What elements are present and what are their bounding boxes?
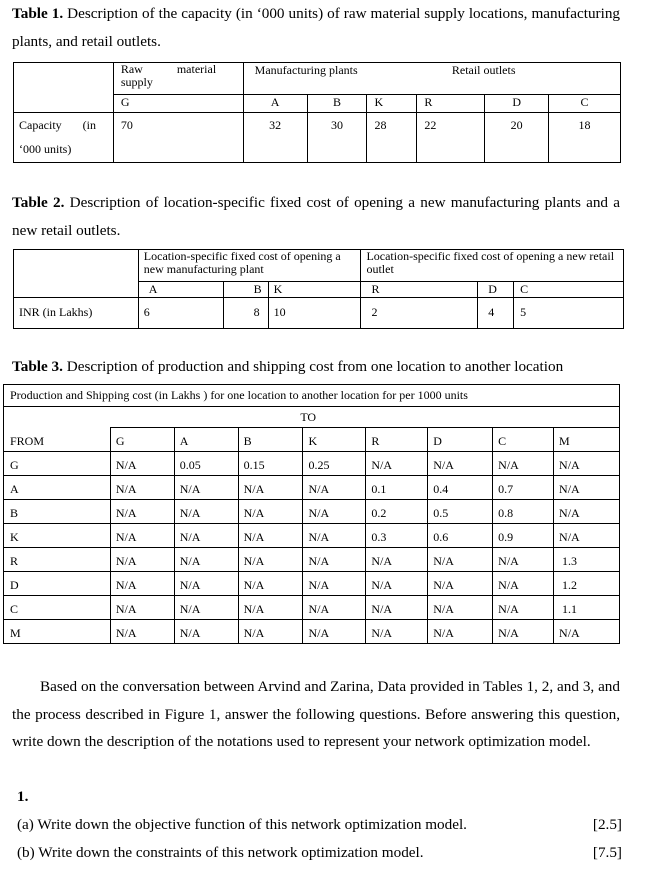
- cost-cell: N/A: [554, 452, 620, 476]
- cost-cell: 0.15: [238, 452, 303, 476]
- retail-header: [417, 63, 621, 95]
- cost-cell: N/A: [428, 596, 493, 620]
- instructions-text: Based on the conversation between Arvind and Zarina, Data provided in Tables 1, 2, and 3, and the process described in Figure 1, answer the following questions. Before answering this question, write down the description of the notations used to represent your network optimization model.: [12, 678, 620, 750]
- cost-cell: N/A: [174, 596, 238, 620]
- cost-cell: N/A: [554, 500, 620, 524]
- capacity-label-c: ‘000 units): [19, 142, 72, 156]
- cost-cell: N/A: [238, 620, 303, 644]
- cost-cell: N/A: [174, 524, 238, 548]
- cost-cell: N/A: [110, 476, 174, 500]
- fixed-cost-a: 6: [138, 298, 223, 329]
- capacity-g: 70: [113, 113, 243, 163]
- cost-cell: N/A: [428, 548, 493, 572]
- row-label: D: [4, 572, 111, 596]
- table2-corner-cell: [14, 250, 139, 298]
- mfg-fixed-cost-header: [138, 250, 361, 282]
- instructions-paragraph: [12, 673, 620, 756]
- col-g: G: [110, 428, 174, 452]
- table-row: [4, 572, 620, 596]
- question-b: [17, 844, 622, 862]
- fixed-cost-d: 4: [478, 298, 514, 329]
- cost-cell: N/A: [303, 572, 366, 596]
- cost-cell: N/A: [303, 524, 366, 548]
- row-label: C: [4, 596, 111, 620]
- table2-retail-label: Location-specific fixed cost of opening a new retail outlet: [366, 249, 615, 276]
- capacity-r: 22: [417, 113, 485, 163]
- table2-caption-label: Table 2.: [12, 194, 65, 211]
- cost-cell: N/A: [110, 620, 174, 644]
- cost-cell: N/A: [303, 620, 366, 644]
- question-a: [17, 816, 622, 834]
- row-label: A: [4, 476, 111, 500]
- table-row: [4, 548, 620, 572]
- capacity-d: 20: [485, 113, 549, 163]
- cost-cell: N/A: [238, 476, 303, 500]
- cost-cell: N/A: [110, 500, 174, 524]
- t2-code-b: B: [223, 282, 268, 298]
- cost-cell: 0.5: [428, 500, 493, 524]
- cost-cell: 0.2: [366, 500, 428, 524]
- t2-code-d: D: [478, 282, 514, 298]
- row-label: R: [4, 548, 111, 572]
- table1-caption-label: Table 1.: [12, 5, 64, 22]
- cost-cell: N/A: [493, 548, 554, 572]
- col-k: K: [303, 428, 366, 452]
- fixed-cost-k: 10: [268, 298, 361, 329]
- table3-caption: [12, 353, 632, 381]
- cost-cell: 0.8: [493, 500, 554, 524]
- table3-header-spacer: [4, 407, 111, 428]
- cost-cell: N/A: [238, 524, 303, 548]
- question-a-text: (a) Write down the objective function of this network optimization model.: [17, 816, 467, 833]
- col-c: C: [493, 428, 554, 452]
- table-row: [4, 596, 620, 620]
- col-r: R: [366, 428, 428, 452]
- cost-cell: N/A: [554, 476, 620, 500]
- cost-cell: N/A: [110, 548, 174, 572]
- capacity-row-label: [14, 113, 114, 163]
- raw-label-b: material: [176, 62, 217, 76]
- cost-cell: N/A: [493, 596, 554, 620]
- cost-cell: N/A: [428, 452, 493, 476]
- cost-cell: N/A: [303, 476, 366, 500]
- cost-cell: N/A: [238, 596, 303, 620]
- to-label: TO: [110, 407, 619, 428]
- t2-code-r: R: [361, 282, 478, 298]
- code-r: R: [417, 95, 485, 113]
- code-c: C: [549, 95, 621, 113]
- cost-cell: N/A: [554, 620, 620, 644]
- capacity-a: 32: [243, 113, 307, 163]
- cost-cell: N/A: [174, 500, 238, 524]
- shipping-cost-rows: [4, 452, 620, 644]
- cost-cell: N/A: [366, 452, 428, 476]
- row-label: B: [4, 500, 111, 524]
- cost-cell: N/A: [554, 524, 620, 548]
- cost-cell: N/A: [428, 572, 493, 596]
- t2-code-k: K: [268, 282, 361, 298]
- cost-cell: N/A: [493, 620, 554, 644]
- cost-cell: N/A: [238, 572, 303, 596]
- table3-caption-text: Table 3. Description of production and shipping cost from one location to another location: [12, 358, 564, 375]
- question-b-marks: [7.5]: [592, 844, 622, 861]
- cost-cell: N/A: [428, 620, 493, 644]
- cost-cell: N/A: [174, 620, 238, 644]
- cost-cell: 0.7: [493, 476, 554, 500]
- from-label: FROM: [4, 428, 111, 452]
- cost-cell: N/A: [110, 572, 174, 596]
- table3-header: Production and Shipping cost (in Lakhs ) for one location to another location for per 1000 units: [4, 385, 620, 407]
- cost-cell: N/A: [238, 548, 303, 572]
- capacity-b: 30: [307, 113, 367, 163]
- question-b-text: (b) Write down the constraints of this network optimization model.: [17, 844, 424, 861]
- code-g: G: [113, 95, 243, 113]
- t2-code-c: C: [514, 282, 624, 298]
- capacity-table: [13, 62, 621, 163]
- cost-cell: N/A: [493, 452, 554, 476]
- row-label: G: [4, 452, 111, 476]
- fixed-cost-b: 8: [223, 298, 268, 329]
- table2-caption-text: Description of location-specific fixed cost of opening a new manufacturing plants and a new retail outlets.: [12, 194, 621, 239]
- inr-row-label: INR (in Lakhs): [14, 298, 139, 329]
- t2-code-a: A: [138, 282, 223, 298]
- cost-cell: N/A: [174, 476, 238, 500]
- cost-cell: 0.4: [428, 476, 493, 500]
- capacity-label-a: Capacity: [19, 118, 62, 132]
- table-row: [4, 524, 620, 548]
- cost-cell: N/A: [493, 572, 554, 596]
- cost-cell: 0.25: [303, 452, 366, 476]
- cost-cell: N/A: [110, 524, 174, 548]
- table-row: [4, 620, 620, 644]
- code-d: D: [485, 95, 549, 113]
- col-b: B: [238, 428, 303, 452]
- table2-caption: [12, 189, 620, 244]
- capacity-c: 18: [549, 113, 621, 163]
- raw-material-header: [113, 63, 243, 95]
- cost-cell: N/A: [303, 596, 366, 620]
- cost-cell: 0.05: [174, 452, 238, 476]
- cost-cell: N/A: [366, 548, 428, 572]
- question-a-marks: [2.5]: [592, 816, 622, 833]
- cost-cell: N/A: [366, 620, 428, 644]
- code-k: K: [367, 95, 417, 113]
- cost-cell: N/A: [303, 548, 366, 572]
- cost-cell: N/A: [366, 572, 428, 596]
- row-label: K: [4, 524, 111, 548]
- cost-cell: N/A: [110, 452, 174, 476]
- row-label: M: [4, 620, 111, 644]
- table1-corner-cell: [14, 63, 114, 113]
- code-a: A: [243, 95, 307, 113]
- retail-fixed-cost-header: [361, 250, 624, 282]
- raw-label-a: Raw: [120, 62, 143, 76]
- capacity-k: 28: [367, 113, 417, 163]
- capacity-label-b: (in: [82, 118, 96, 132]
- table1-mfg-label: Manufacturing plants: [254, 63, 358, 77]
- col-m: M: [554, 428, 620, 452]
- cost-cell: 0.3: [366, 524, 428, 548]
- question-number: 1.: [17, 788, 29, 805]
- col-d: D: [428, 428, 493, 452]
- table-row: [4, 476, 620, 500]
- fixed-cost-r: 2: [361, 298, 478, 329]
- fixed-cost-table: [13, 249, 624, 329]
- table-row: [4, 452, 620, 476]
- col-a: A: [174, 428, 238, 452]
- fixed-cost-c: 5: [514, 298, 624, 329]
- cost-cell: 0.1: [366, 476, 428, 500]
- cost-cell: 1.1: [554, 596, 620, 620]
- table1-caption: [12, 0, 620, 55]
- cost-cell: N/A: [174, 548, 238, 572]
- cost-cell: N/A: [366, 596, 428, 620]
- cost-cell: N/A: [110, 596, 174, 620]
- table2-mfg-label: Location-specific fixed cost of opening a new manufacturing plant: [143, 249, 341, 276]
- manufacturing-header: [243, 63, 417, 95]
- shipping-cost-table: [3, 384, 620, 644]
- cost-cell: N/A: [174, 572, 238, 596]
- cost-cell: 0.9: [493, 524, 554, 548]
- table1-retail-label: Retail outlets: [451, 63, 516, 77]
- table-row: [4, 500, 620, 524]
- cost-cell: N/A: [303, 500, 366, 524]
- cost-cell: 1.2: [554, 572, 620, 596]
- cost-cell: 1.3: [554, 548, 620, 572]
- cost-cell: N/A: [238, 500, 303, 524]
- table1-caption-text: Description of the capacity (in ‘000 units) of raw material supply locations, manufacturing plants, and retail outlets.: [12, 5, 621, 50]
- cost-cell: 0.6: [428, 524, 493, 548]
- code-b: B: [307, 95, 367, 113]
- raw-label-c: supply: [120, 75, 153, 89]
